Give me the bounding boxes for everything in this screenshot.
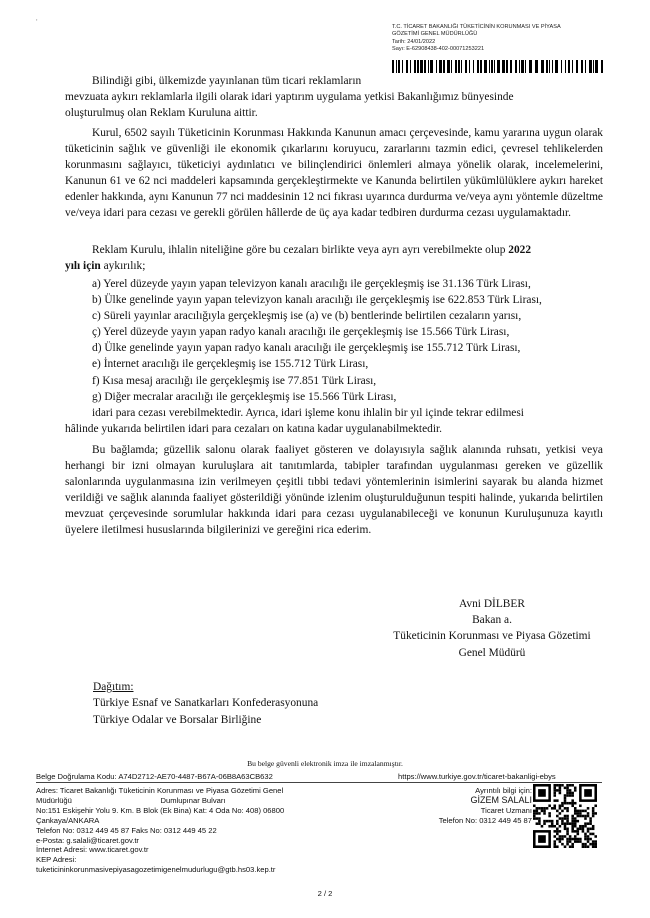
paragraph-2-text: Kurul, 6502 sayılı Tüketicinin Korunması Hakkında Kanunun amacı çerçevesinde, kamu yararına uygun olarak tüketicinin sağlık ve güvenliği ile ekonomik çıkarlarını koruyucu, zararlarını tazmin edici, çevresel tehlikelerden korunmasını sağlayıcı, tüketiciyi aydınlatıcı ve bilinçlendirici önlemleri almaya yönelik olarak, incelemelerini, Kanunun 61 ve 62 nci maddeleri kapsamında gerçekleştirmekte ve Kanunda belirtilen yükümlülüklere aykırı hareket edenler hakkında, aynı Kanunun 77 nci maddesinin 12 nci fıkrası uyarınca durdurma ve/veya aynı yöntemle düzeltme ve/veya idari para cezası ve gerekli görülen hâllerde de üç aya kadar tedbiren durdurma cezası uygulamaktadır.	[65, 127, 603, 220]
address-line: No:151 Eskişehir Yolu 9. Km. B Blok (Ek Bina) Kat: 4 Oda No: 408) 06800	[36, 805, 285, 815]
paragraph-4-line-1: idari para cezası verebilmektedir. Ayrıca, idari işleme konu ihlalin bir yıl içinde tekrar edilmesi	[92, 407, 524, 419]
stamp-line-1: T.C. TİCARET BAKANLIĞI TÜKETİCİNİN KORUNMASI VE PİYASA	[392, 24, 561, 30]
list-item: c) Süreli yayınlar aracılığıyla gerçekleşmiş ise (a) ve (b) bentlerinde belirtilen cezaların yarısı,	[92, 310, 522, 323]
address-line: Çankaya/ANKARA	[36, 815, 100, 825]
paragraph-3-yili: yılı için	[65, 260, 101, 273]
contact-name: GİZEM SALALI	[470, 794, 532, 805]
corner-mark: '	[36, 18, 38, 27]
list-item: e) İnternet aracılığı ile gerçekleşmiş ise 155.712 Türk Lirası,	[92, 358, 369, 371]
address-line: Müdürlüğü Dumlupınar Bulvarı	[36, 795, 226, 805]
list-item: f) Kısa mesaj aracılığı ile gerçekleşmiş ise 77.851 Türk Lirası,	[92, 374, 377, 387]
address-line: tuketicininkorunmasivepiyasagozetimigenelmudurlugu@gtb.hs03.kep.tr	[36, 865, 276, 875]
address-line: e-Posta: g.salali@ticaret.gov.tr	[36, 835, 139, 845]
penalty-list	[92, 276, 603, 405]
distribution-item: Türkiye Esnaf ve Sanatkarları Konfederasyonuna	[93, 697, 319, 710]
list-item: d) Ülke genelinde yayın yapan radyo kanalı aracılığı ile gerçekleşmiş ise 155.712 Türk Lirası,	[92, 342, 521, 355]
address-line: İnternet Adresi: www.ticaret.gov.tr	[36, 845, 149, 855]
list-item: g) Diğer mecralar aracılığı ile gerçekleşmiş ise 15.566 Türk Lirası,	[92, 390, 397, 403]
qr-code-image	[533, 784, 597, 848]
page-number: 2 / 2	[317, 889, 333, 898]
paragraph-3-text: Reklam Kurulu, ihlalin niteliğine göre bu cezaları birlikte veya ayrı ayrı verebilmekte olup	[92, 244, 506, 256]
address-line: KEP Adresi:	[36, 855, 77, 865]
paragraph-1-line-1: Bilindiği gibi, ülkemizde yayınlanan tüm ticari reklamların	[92, 75, 362, 87]
verification-code: Belge Doğrulama Kodu: A74D2712-AE70-4487-B67A-06B8A63CB632	[36, 772, 273, 781]
signatory-unit: Tüketicinin Korunması ve Piyasa Gözetimi	[393, 630, 591, 643]
distribution-item: Türkiye Odalar ve Borsalar Birliğine	[93, 713, 262, 726]
signature-block	[372, 596, 612, 661]
paragraph-1-line-2: mevzuata aykırı reklamlarla ilgili olarak idari yaptırım uygulama yetkisi Bakanlığımız bünyesinde	[65, 91, 514, 104]
stamp-number: Sayı: E-62908438-402-00071253221	[392, 46, 485, 53]
signatory-title: Genel Müdürü	[458, 646, 526, 659]
paragraph-5-text: Bu bağlamda; güzellik salonu olarak faaliyet gösteren ve dolayısıyla sağlık alanında ruhsatı, yetkisi veya herhangi bir izni olmayan kuruluşlara ait tanıtımlarda, tabipler tarafından uygulanması gereken ve güzellik salonlarında uygulanmasına izin verilmeyen çeşitli tıbbi tedavi yöntemlerinin isimlerini sayarak bu alanda hizmet verildiği ve sağlık alanında faaliyet gösterildiği yönünde izlenim oluşturulduğunun tespiti halinde, yukarıda belirtilen mevzuat çerçevesinde sorumlular hakkında idari para cezası uygulanabileceği ve konunun Kuruluşunuza kayıtlı üyelere iletilmesi hususlarında bilgilerinizi ve gereğini rica ederim.	[65, 444, 603, 537]
paragraph-1	[65, 73, 603, 121]
verification-url[interactable]: https://www.turkiye.gov.tr/ticaret-bakanligi-ebys	[398, 772, 556, 781]
contact-title: Ticaret Uzmanı	[480, 805, 532, 815]
contact-info	[398, 786, 532, 826]
paragraph-4	[65, 405, 603, 437]
paragraph-3	[65, 242, 603, 274]
footer-divider	[36, 782, 602, 783]
footer-address	[36, 786, 366, 875]
list-item: a) Yerel düzeyde yayın yapan televizyon kanalı aracılığı ile gerçekleşmiş ise 31.136 Türk Lirası,	[92, 278, 531, 290]
contact-heading: Ayrıntılı bilgi için:	[475, 786, 532, 795]
paragraph-4-line-2: hâlinde yukarıda belirtilen idari para cezaları on katına kadar uygulanabilmektedir.	[65, 423, 442, 436]
distribution-heading: Dağıtım:	[93, 681, 134, 693]
paragraph-5	[65, 442, 603, 539]
signatory-name: Avni DİLBER	[459, 598, 525, 610]
stamp-line-2: GÖZETİMİ GENEL MÜDÜRLÜĞÜ	[392, 31, 478, 38]
paragraph-3-year: 2022	[508, 244, 532, 256]
distribution-list	[93, 679, 318, 728]
signatory-role: Bakan a.	[472, 614, 512, 627]
secure-signature-note: Bu belge güvenli elektronik imza ile imzalanmıştır.	[247, 759, 403, 768]
list-item: b) Ülke genelinde yayın yapan televizyon kanalı aracılığı ile gerçekleşmiş ise 622.853 Türk Lirası,	[92, 294, 542, 307]
document-stamp	[392, 24, 588, 54]
paragraph-2	[65, 125, 603, 222]
list-item: ç) Yerel düzeyde yayın yapan radyo kanalı aracılığı ile gerçekleşmiş ise 15.566 Türk Lirası,	[92, 326, 510, 339]
contact-phone: Telefon No: 0312 449 45 87	[438, 815, 532, 825]
paragraph-1-line-3: oluşturulmuş olan Reklam Kuruluna aittir.	[65, 107, 258, 120]
paragraph-3-tail: aykırılık;	[103, 260, 146, 273]
address-line: Telefon No: 0312 449 45 87 Faks No: 0312 449 45 22	[36, 825, 217, 835]
address-line: Adres: Ticaret Bakanlığı Tüketicinin Korunması ve Piyasa Gözetimi Genel	[36, 786, 284, 795]
stamp-date: Tarih: 24/01/2022	[392, 38, 436, 45]
